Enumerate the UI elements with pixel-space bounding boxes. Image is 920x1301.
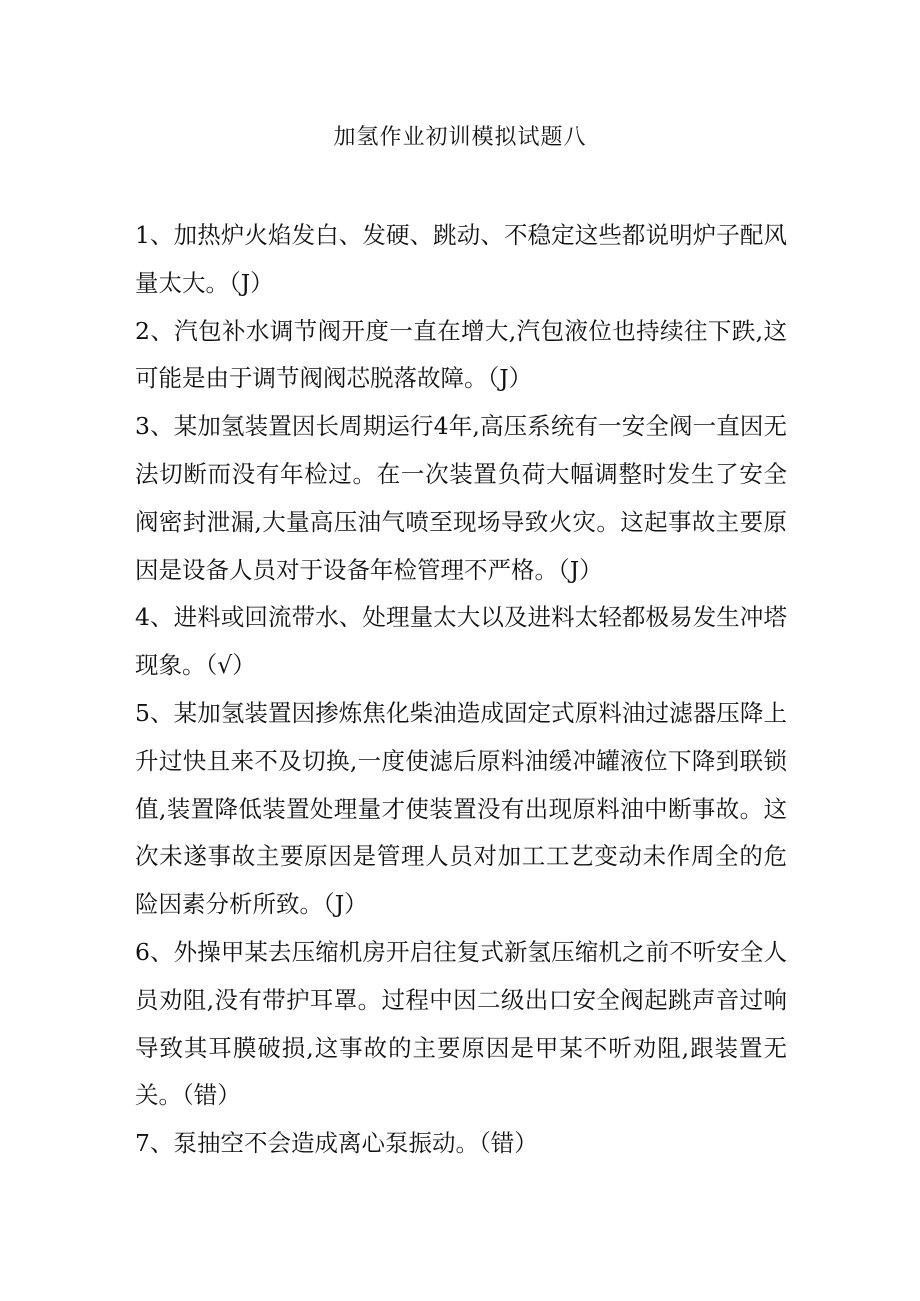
question-answer: （√） xyxy=(205,651,256,680)
question-text: 6、外操甲某去压缩机房开启往复式新氢压缩机之前不听安全人员劝阻,没有带护耳罩。过程中因二级出口安全阀起跳声音过响导致其耳膜破损,这事故的主要原因是甲某不听劝阻,跟装置无关。 xyxy=(135,937,787,1110)
question-list xyxy=(135,212,787,1168)
question-item xyxy=(135,403,787,594)
question-text: 5、某加氢装置因掺炼焦化柴油造成固定式原料油过滤器压降上升过快且来不及切换,一度使滤后原料油缓冲罐液位下降到联锁值,装置降低装置处理量才使装置没有出现原料油中断事故。这次未遂事故主要原因是管理人员对加工工艺变动未作周全的危险因素分析所致。 xyxy=(135,698,787,919)
question-answer: （错） xyxy=(182,1081,241,1110)
question-answer: （错） xyxy=(478,1129,538,1158)
question-answer: （J） xyxy=(558,555,603,584)
question-item xyxy=(135,212,787,308)
question-item xyxy=(135,308,787,404)
question-text: 4、进料或回流带水、处理量太大以及进料太轻都极易发生冲塔现象。 xyxy=(135,603,787,680)
question-text: 1、加热炉火焰发白、发硬、跳动、不稳定这些都说明炉子配风量太大。 xyxy=(135,221,787,297)
question-text: 7、泵抽空不会造成离心泵振动。 xyxy=(135,1129,479,1158)
question-answer: （J） xyxy=(229,268,274,297)
document-title: 加氢作业初训模拟试题八 xyxy=(333,125,587,150)
question-answer: （J） xyxy=(323,890,368,919)
question-text: 3、某加氢装置因长周期运行4年,高压系统有一安全阀一直因无法切断而没有年检过。在一次装置负荷大幅调整时发生了安全阀密封泄漏,大量高压油气喷至现场导致火灾。这起事故主要原因是设备人员对于设备年检管理不严格。 xyxy=(135,412,787,584)
question-item xyxy=(135,1120,787,1168)
question-item xyxy=(135,690,787,929)
question-item xyxy=(135,594,787,690)
question-item xyxy=(135,929,787,1120)
question-answer: （J） xyxy=(487,364,533,393)
question-text: 2、汽包补水调节阀开度一直在增大,汽包液位也持续往下跌,这可能是由于调节阀阀芯脱落故障。 xyxy=(135,316,787,393)
